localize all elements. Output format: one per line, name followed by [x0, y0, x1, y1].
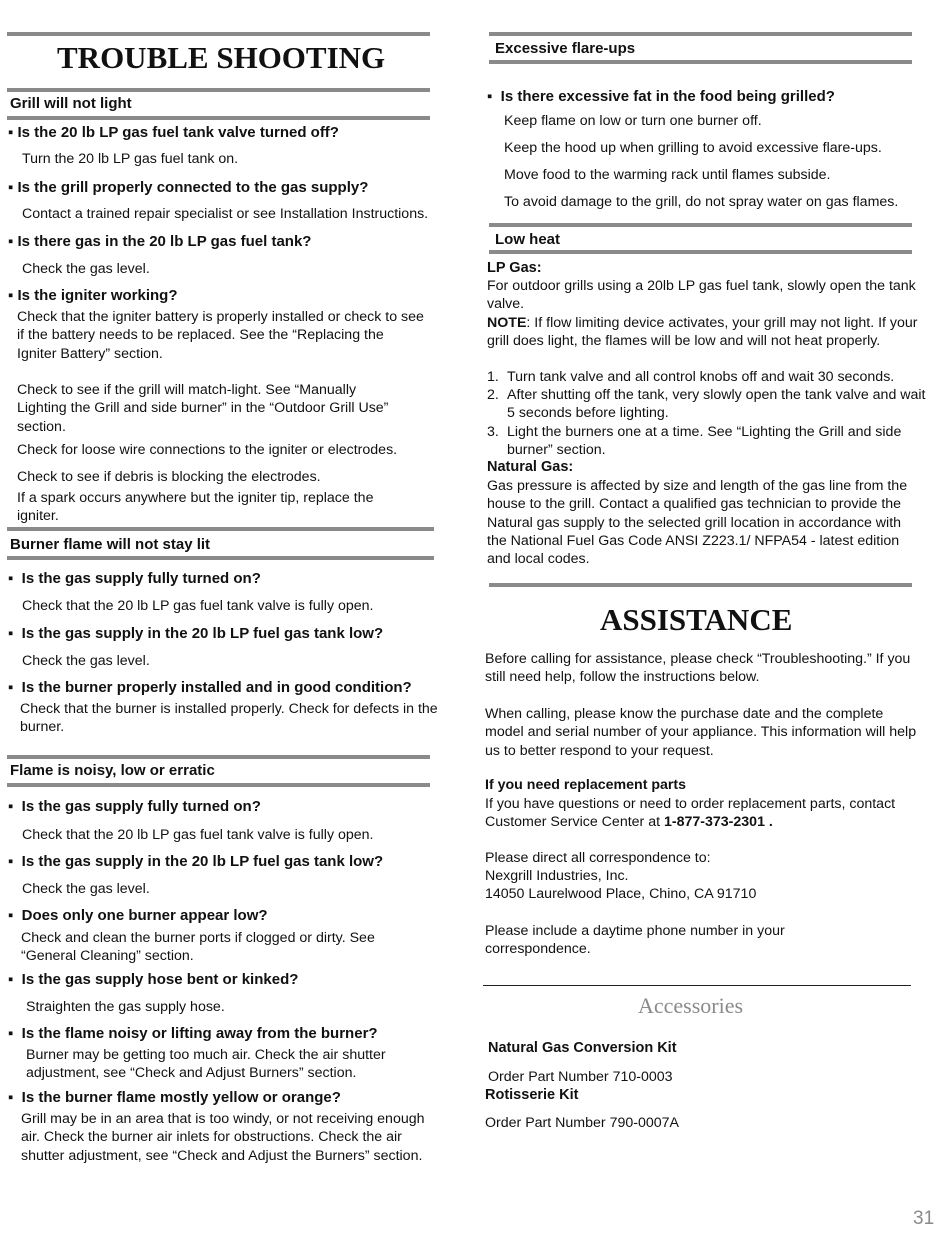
- kit-name: Rotisserie Kit: [485, 1087, 579, 1103]
- section-rule: [7, 527, 434, 531]
- bullet-icon: ▪: [8, 853, 14, 870]
- section-rule: [7, 783, 430, 787]
- note-paragraph: NOTE: If flow limiting device activates, your grill may not light. If your grill does light, the flames will be low and will not heat properly.: [487, 315, 918, 350]
- natural-gas-text: Gas pressure is affected by size and length of the gas line from the house to the grill. Contact a qualified gas technician to provide the Natural gas supply to the selected grill location in accordance with the National Fuel Gas Code ANSI Z223.1/ NFPA54 - latest edition and local codes.: [487, 478, 908, 568]
- answer: Check that the burner is installed properly. Check for defects in the burner.: [20, 701, 438, 736]
- answer: Move food to the warming rack until flames subside.: [504, 167, 831, 183]
- section-rule: [489, 223, 912, 227]
- company-name: Nexgrill Industries, Inc.: [485, 868, 629, 884]
- section-rule: [489, 60, 912, 64]
- question: ▪ Is there gas in the 20 lb LP gas fuel tank?: [8, 233, 312, 250]
- answer: To avoid damage to the grill, do not spray water on gas flames.: [504, 194, 899, 210]
- bullet-icon: ▪: [487, 88, 493, 105]
- bullet-icon: ▪: [8, 971, 14, 988]
- answer: Check the gas level.: [22, 261, 150, 277]
- assistance-paragraph: Before calling for assistance, please check “Troubleshooting.” If you still need help, follow the instructions below.: [485, 651, 911, 686]
- answer: Check and clean the burner ports if clogged or dirty. See “General Cleaning” section.: [21, 930, 375, 965]
- section-heading-burner-flame: Burner flame will not stay lit: [10, 536, 211, 553]
- question: ▪ Is the gas supply fully turned on?: [8, 570, 261, 587]
- question: ▪ Is the gas supply in the 20 lb LP fuel gas tank low?: [8, 853, 384, 870]
- accessories-rule: [483, 985, 911, 986]
- bullet-icon: ▪: [8, 124, 14, 141]
- question: ▪ Is the grill properly connected to the gas supply?: [8, 179, 369, 196]
- answer: Check the gas level.: [22, 653, 150, 669]
- step-number: 2.: [487, 387, 499, 403]
- question: ▪ Does only one burner appear low?: [8, 907, 268, 924]
- bullet-icon: ▪: [8, 907, 14, 924]
- lp-gas-text: For outdoor grills using a 20lb LP gas fuel tank, slowly open the tank valve.: [487, 278, 916, 313]
- step-text: Turn tank valve and all control knobs off and wait 30 seconds.: [507, 369, 895, 385]
- bullet-icon: ▪: [8, 179, 14, 196]
- note-label: NOTE: [487, 315, 527, 331]
- bullet-icon: ▪: [8, 1025, 14, 1042]
- phone-number: 1-877-373-2301 .: [664, 814, 773, 831]
- bullet-icon: ▪: [8, 798, 14, 815]
- section-heading-flame-noisy: Flame is noisy, low or erratic: [10, 762, 215, 779]
- page-number: 31: [913, 1208, 935, 1229]
- answer: Check for loose wire connections to the igniter or electrodes.: [17, 442, 398, 458]
- answer: Contact a trained repair specialist or see Installation Instructions.: [22, 206, 429, 222]
- replacement-parts-heading: If you need replacement parts: [485, 777, 687, 793]
- bullet-icon: ▪: [8, 1089, 14, 1106]
- answer: Check the gas level.: [22, 881, 150, 897]
- question: ▪ Is the igniter working?: [8, 287, 178, 304]
- question: ▪ Is the gas supply fully turned on?: [8, 798, 261, 815]
- kit-part-number: Order Part Number 710-0003: [488, 1069, 673, 1085]
- section-rule: [489, 32, 912, 36]
- question: ▪ Is the gas supply in the 20 lb LP fuel gas tank low?: [8, 625, 384, 642]
- company-address: 14050 Laurelwood Place, Chino, CA 91710: [485, 886, 757, 902]
- section-rule: [7, 755, 430, 759]
- section-rule: [7, 556, 434, 560]
- assistance-paragraph: When calling, please know the purchase date and the complete model and serial number of your appliance. This information will help us to better respond to your request.: [485, 706, 917, 759]
- accessories-title: Accessories: [638, 993, 744, 1018]
- bullet-icon: ▪: [8, 287, 14, 304]
- question: ▪ Is the gas supply hose bent or kinked?: [8, 971, 299, 988]
- kit-name: Natural Gas Conversion Kit: [488, 1040, 677, 1056]
- answer: Turn the 20 lb LP gas fuel tank on.: [22, 151, 239, 167]
- step-number: 1.: [487, 369, 499, 385]
- section-heading-low-heat: Low heat: [495, 231, 561, 248]
- answer: Check that the igniter battery is properly installed or check to see if the battery needs to be replaced. See the “Replacing the Igniter Battery” section.: [17, 309, 424, 362]
- section-rule: [7, 116, 430, 120]
- answer: Check that the 20 lb LP gas fuel tank valve is fully open.: [22, 827, 374, 843]
- assistance-paragraph: Please include a daytime phone number in your correspondence.: [485, 923, 785, 958]
- bullet-icon: ▪: [8, 570, 14, 587]
- answer: Straighten the gas supply hose.: [26, 999, 225, 1015]
- answer: Grill may be in an area that is too windy, or not receiving enough air. Check the burner air inlets for obstructions. Check the air shutter adjustment, see “Check and Adjust the Burners” section.: [21, 1111, 425, 1164]
- answer: Burner may be getting too much air. Check the air shutter adjustment, see “Check and Adjust Burners” section.: [26, 1047, 386, 1082]
- step-text: After shutting off the tank, very slowly open the tank valve and wait 5 seconds before lighting.: [507, 387, 926, 422]
- answer: If a spark occurs anywhere but the igniter tip, replace the igniter.: [17, 490, 374, 525]
- section-heading-flare-ups: Excessive flare-ups: [495, 40, 636, 57]
- kit-part-number: Order Part Number 790-0007A: [485, 1115, 679, 1131]
- answer: Check that the 20 lb LP gas fuel tank valve is fully open.: [22, 598, 374, 614]
- title-rule-top: [7, 32, 430, 36]
- bullet-icon: ▪: [8, 625, 14, 642]
- natural-gas-label: Natural Gas:: [487, 459, 574, 475]
- answer: Keep flame on low or turn one burner off.: [504, 113, 762, 129]
- question: ▪ Is there excessive fat in the food being grilled?: [487, 88, 835, 105]
- title-rule-bottom: [7, 88, 430, 92]
- assistance-title: ASSISTANCE: [600, 602, 793, 637]
- section-rule: [489, 250, 912, 254]
- page-title: TROUBLE SHOOTING: [57, 40, 386, 75]
- answer: Check to see if the grill will match-light. See “Manually Lighting the Grill and side burner” in the “Outdoor Grill Use” section.: [17, 382, 389, 435]
- correspondence-label: Please direct all correspondence to:: [485, 850, 711, 866]
- question: ▪ Is the 20 lb LP gas fuel tank valve turned off?: [8, 124, 339, 141]
- bullet-icon: ▪: [8, 233, 14, 250]
- answer: Check to see if debris is blocking the electrodes.: [17, 469, 321, 485]
- answer: Keep the hood up when grilling to avoid excessive flare-ups.: [504, 140, 882, 156]
- bullet-icon: ▪: [8, 679, 14, 696]
- section-heading-grill-will-not-light: Grill will not light: [10, 95, 132, 112]
- question: ▪ Is the burner properly installed and in good condition?: [8, 679, 412, 696]
- step-text: Light the burners one at a time. See “Lighting the Grill and side burner” section.: [507, 424, 902, 459]
- replacement-parts-text: If you have questions or need to order replacement parts, contact Customer Service Center at 1-877-373-2301 .: [485, 796, 896, 831]
- step-number: 3.: [487, 424, 499, 440]
- question: ▪ Is the flame noisy or lifting away from the burner?: [8, 1025, 378, 1042]
- question: ▪ Is the burner flame mostly yellow or orange?: [8, 1089, 341, 1106]
- lp-gas-label: LP Gas:: [487, 260, 542, 276]
- section-rule: [489, 583, 912, 587]
